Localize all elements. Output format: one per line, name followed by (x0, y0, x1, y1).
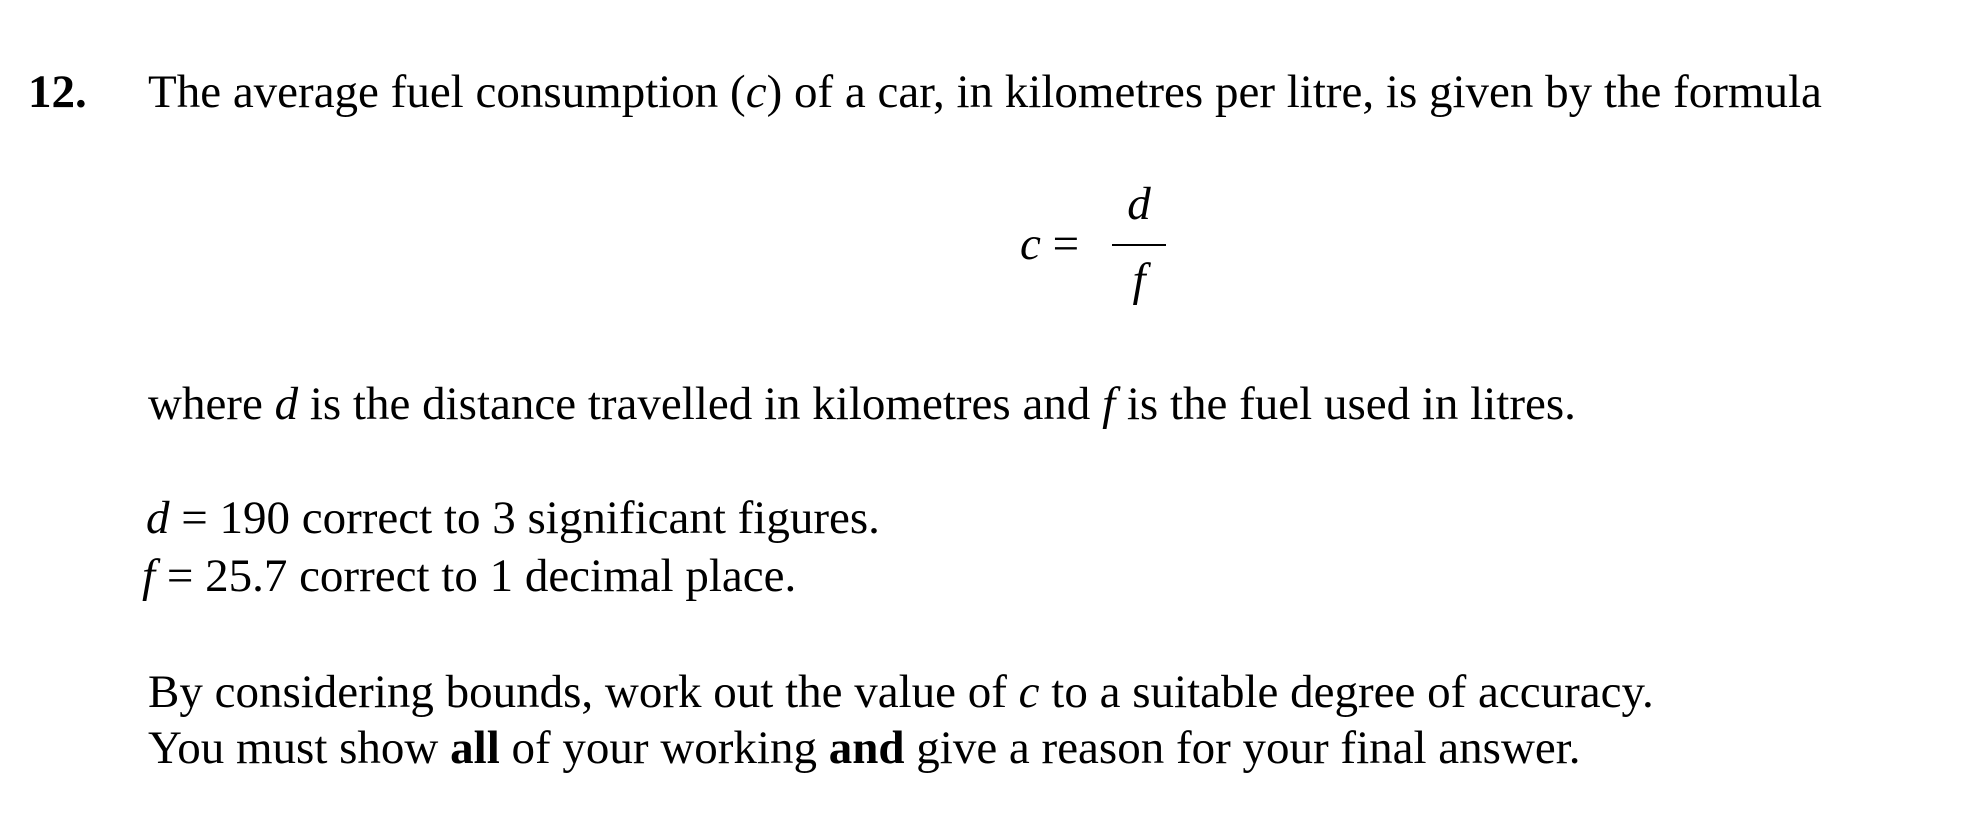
formula-denominator-var: f (1132, 254, 1146, 306)
definition-var-d: d (274, 378, 299, 430)
formula-numerator (1112, 178, 1166, 230)
definition-text-1: where (148, 378, 275, 430)
task-var-c: c (1018, 666, 1040, 718)
instruction-bold-all: all (450, 722, 500, 774)
formula-equals: = (1052, 218, 1080, 270)
variable-definition (148, 378, 1576, 430)
definition-text-3: is the fuel used in litres. (1115, 378, 1576, 430)
formula (1020, 178, 1160, 318)
formula-lhs-var: c (1020, 218, 1041, 270)
definition-text-2: is the distance travelled in kilometres and (298, 378, 1103, 430)
instruction-text-1: You must show (148, 722, 451, 774)
question-intro (148, 66, 1822, 118)
instruction-text-3: give a reason for your final answer. (904, 722, 1581, 774)
formula-fraction-bar (1112, 244, 1166, 246)
intro-var-c: c (745, 66, 767, 118)
task-text (148, 666, 1654, 718)
formula-denominator (1112, 254, 1166, 306)
intro-text-1: The average fuel consumption ( (148, 66, 746, 118)
task-text-2: to a suitable degree of accuracy. (1039, 666, 1654, 718)
formula-lhs (1020, 218, 1079, 270)
task-text-1: By considering bounds, work out the value of (148, 666, 1019, 718)
instruction-bold-and: and (828, 722, 905, 774)
given-f (142, 550, 796, 602)
given-f-var: f (142, 550, 156, 602)
intro-text-2: ) of a car, in kilometres per litre, is given by the formula (766, 66, 1822, 118)
instruction-text (148, 722, 1581, 774)
definition-var-f: f (1102, 378, 1116, 430)
given-f-text: = 25.7 correct to 1 decimal place. (155, 550, 797, 602)
given-d-text: = 190 correct to 3 significant figures. (169, 492, 880, 544)
instruction-text-2: of your working (499, 722, 829, 774)
formula-numerator-var: d (1127, 178, 1151, 230)
given-d (146, 492, 880, 544)
question-number: 12. (28, 66, 87, 118)
given-d-var: d (146, 492, 170, 544)
